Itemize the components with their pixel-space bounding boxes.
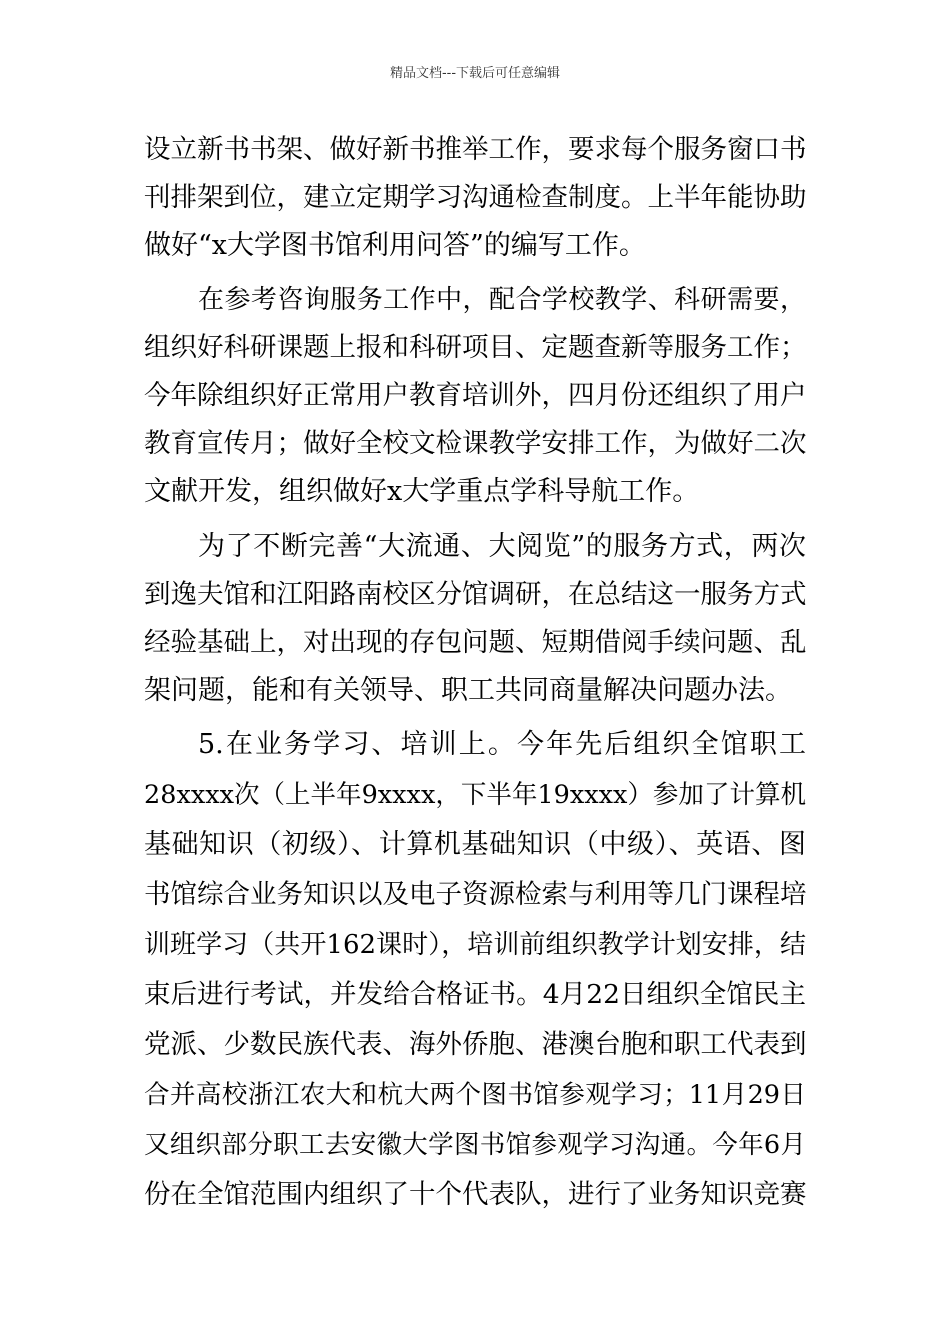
text-line: 刊排架到位，建立定期学习沟通检查制度。上半年能协助: [144, 182, 807, 213]
text-line: 教育宣传月；做好全校文检课教学安排工作，为做好二次: [144, 428, 807, 459]
text-line: 基础知识（初级）、计算机基础知识（中级）、英语、图: [144, 829, 806, 860]
text-line: 今年除组织好正常用户教育培训外，四月份还组织了用户: [144, 380, 807, 411]
text-line: 又组织部分职工去安徽大学图书馆参观学习沟通。今年6月: [144, 1130, 806, 1160]
text-line: 份在全馆范围内组织了十个代表队，进行了业务知识竞赛: [144, 1179, 807, 1210]
text-line: 文献开发，组织做好x大学重点学科导航工作。: [144, 476, 700, 507]
text-line: 党派、少数民族代表、海外侨胞、港澳台胞和职工代表到: [144, 1029, 807, 1060]
page-header: 精品文档---下载后可任意编辑: [389, 66, 561, 81]
text-line: 合并高校浙江农大和杭大两个图书馆参观学习；11月29日: [144, 1080, 806, 1110]
text-line: 在参考咨询服务工作中，配合学校教学、科研需要，: [198, 285, 806, 315]
text-line: 为了不断完善“大流通、大阅览”的服务方式，两次: [198, 531, 806, 562]
text-line: 训班学习（共开162课时），培训前组织教学计划安排，结: [144, 930, 806, 960]
text-line: 5.在业务学习、培训上。今年先后组织全馆职工: [198, 729, 806, 760]
text-line: 到逸夫馆和江阳路南校区分馆调研，在总结这一服务方式: [144, 579, 807, 610]
text-line: 做好“x大学图书馆利用问答”的编写工作。: [144, 230, 646, 261]
text-line: 束后进行考试，并发给合格证书。4月22日组织全馆民主: [144, 979, 806, 1010]
text-line: 组织好科研课题上报和科研项目、定题查新等服务工作；: [144, 332, 807, 363]
text-line: 书馆综合业务知识以及电子资源检索与利用等几门课程培: [144, 879, 807, 910]
text-line: 28xxxx次（上半年9xxxx，下半年19xxxx）参加了计算机: [144, 780, 806, 810]
text-line: 设立新书书架、做好新书推举工作，要求每个服务窗口书: [144, 134, 807, 165]
text-line: 架问题，能和有关领导、职工共同商量解决问题办法。: [144, 675, 792, 706]
text-line: 经验基础上，对出现的存包问题、短期借阅手续问题、乱: [144, 627, 807, 658]
